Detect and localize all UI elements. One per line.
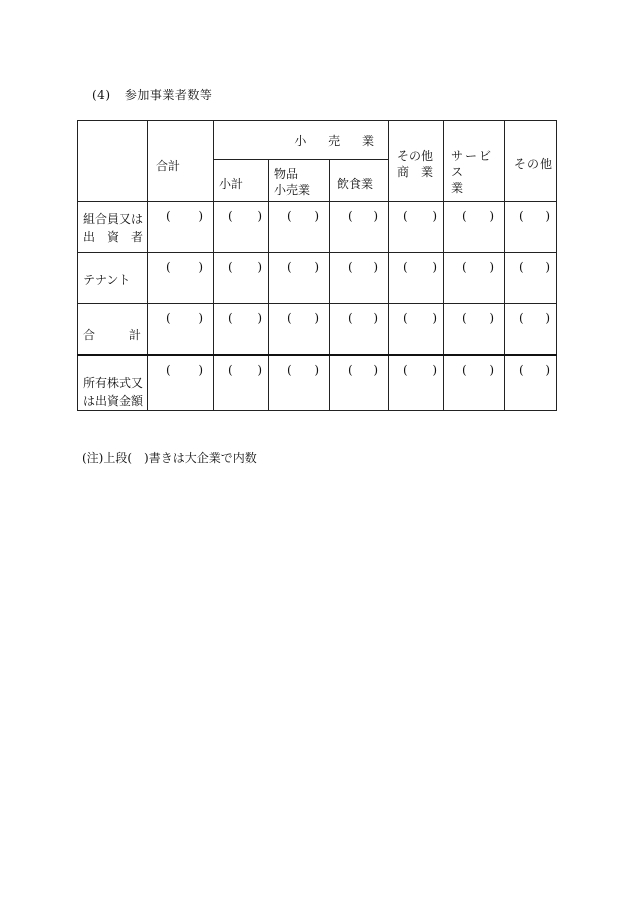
table-cell: ( ): [214, 202, 269, 253]
table-cell: ( ): [505, 304, 557, 356]
table-cell: ( ): [330, 304, 389, 356]
table-cell: ( ): [148, 304, 214, 356]
header-retail-group: 小 売 業: [214, 121, 389, 160]
header-other-commerce: その他 商 業: [389, 121, 444, 202]
row-label-tenant: テナント: [78, 253, 148, 304]
table-cell: ( ): [214, 355, 269, 411]
footnote: (注)上段( )書きは大企業で内数: [82, 451, 257, 465]
section-title: 参加事業者数等: [124, 88, 213, 102]
table-cell: ( ): [389, 355, 444, 411]
table-cell: ( ): [269, 253, 330, 304]
table-cell: ( ): [389, 253, 444, 304]
table-cell: ( ): [505, 253, 557, 304]
header-total: 合計: [148, 121, 214, 202]
table-cell: ( ): [444, 355, 505, 411]
table-cell: ( ): [214, 253, 269, 304]
table-cell: ( ): [444, 202, 505, 253]
row-label-members: 組合員又は 出 資 者: [78, 202, 148, 253]
section-number: (4): [92, 88, 111, 102]
section-heading: [92, 86, 212, 103]
row-label-total: 合 計: [78, 304, 148, 356]
header-other: その他: [505, 121, 557, 202]
table-cell: ( ): [148, 202, 214, 253]
participants-table: [77, 120, 557, 411]
table-cell: ( ): [330, 202, 389, 253]
header-service: サービス 業: [444, 121, 505, 202]
table-cell: ( ): [148, 253, 214, 304]
table-cell: ( ): [330, 355, 389, 411]
table-cell: ( ): [269, 355, 330, 411]
row-label-shares: 所有株式又 は出資金額: [78, 355, 148, 411]
table-cell: ( ): [444, 253, 505, 304]
corner-cell: [78, 121, 148, 202]
table-cell: ( ): [505, 355, 557, 411]
table-cell: ( ): [214, 304, 269, 356]
header-food-service: 飲食業: [330, 160, 389, 202]
table-cell: ( ): [389, 304, 444, 356]
header-retail-subtotal: 小計: [214, 160, 269, 202]
table-cell: ( ): [148, 355, 214, 411]
table-cell: ( ): [505, 202, 557, 253]
table-cell: ( ): [330, 253, 389, 304]
table-cell: ( ): [389, 202, 444, 253]
header-goods-retail: 物品 小売業: [269, 160, 330, 202]
table-cell: ( ): [269, 202, 330, 253]
table-cell: ( ): [269, 304, 330, 356]
table-cell: ( ): [444, 304, 505, 356]
